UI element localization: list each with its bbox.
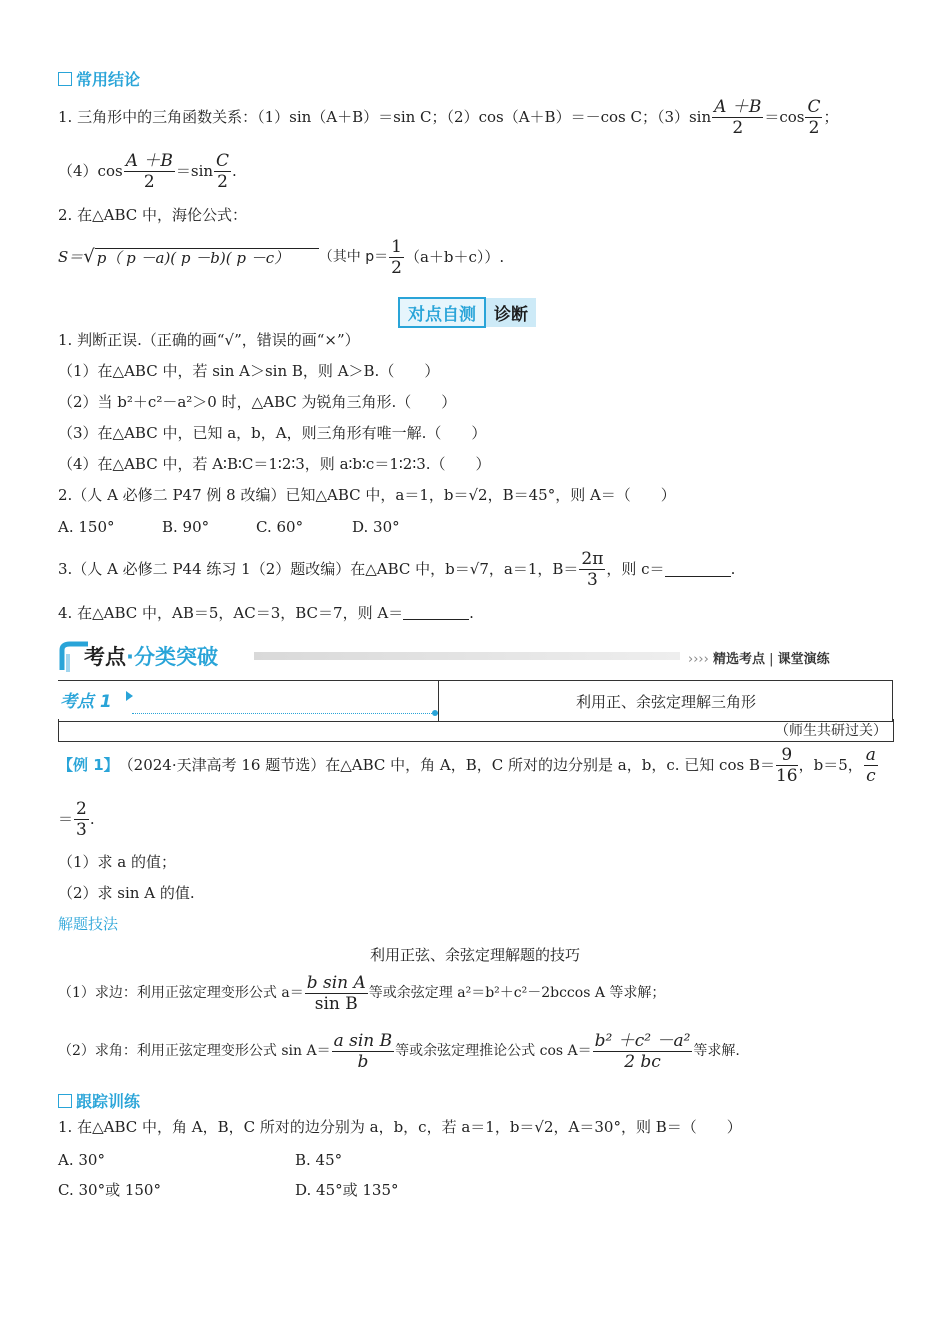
chevrons-icon: ›››› [688, 652, 709, 667]
fraction: $\frac{\text{b² ＋c² －a²}}{2 bc}$ [594, 1030, 691, 1072]
kaodian-row [58, 680, 893, 722]
kaodian-mode-row: （师生共研过关） [58, 719, 894, 742]
fraction: $\frac{C}{2}$ [216, 150, 230, 192]
selftest-q1-2: （2）当 b²＋c²－a²＞0 时，△ABC 为锐角三角形.（ ） [58, 393, 457, 411]
selftest-q2-options [58, 517, 400, 537]
option: B. 45° [295, 1151, 343, 1169]
fraction: $\frac{C}{2}$ [807, 96, 821, 138]
section-banner: 考点·分类突破 ›››› 精选考点 | 课堂演练 [58, 640, 892, 676]
fraction: $\frac{2\pi}{3}$ [581, 548, 604, 590]
selftest-q4: 4. 在△ABC 中，AB＝5，AC＝3，BC＝7，则 A＝ . [58, 604, 474, 622]
kaodian-title: 利用正、余弦定理解三角形 [575, 692, 756, 711]
checkbox-icon [58, 72, 72, 86]
example1: 【例 1】 （2024·天津高考 16 题节选）在△ABC 中，角 A，B，C 所对的边分别是 a，b，c. 已知 cos B＝ $\frac{9}{16}$ ，b＝5， $\frac{a}{c}$ [58, 744, 876, 786]
option: C. 60° [256, 518, 304, 536]
selftest-badge: 对点自测 诊断 [398, 298, 536, 326]
option: A. 150° [58, 518, 115, 536]
answer-blank [403, 605, 469, 620]
technique-title: 利用正弦、余弦定理解题的技巧 [369, 946, 580, 964]
selftest-q1-1: （1）在△ABC 中，若 sin A＞sin B，则 A＞B.（ ） [58, 362, 440, 380]
banner-bar [254, 652, 680, 660]
technique-2: （2）求角：利用正弦定理变形公式 sin A＝ $\frac{\text{a sin B}}{b}$ 等或余弦定理推论公式 cos A＝ $\frac{\text{b² ＋c² －a²}}{2 bc}$ 等求解. [58, 1030, 740, 1072]
technique-heading: 解题技法 [58, 915, 119, 933]
fraction: $\frac{1}{2}$ [391, 236, 402, 278]
fraction: $\frac{\text{b sin A}}{\text{sin B}}$ [306, 972, 366, 1014]
checkbox-icon [58, 1094, 72, 1108]
tracking-options-row2 [58, 1180, 399, 1200]
common-item2: 2. 在△ABC 中，海伦公式： [58, 206, 247, 224]
fraction: $\frac{9}{16}$ [775, 744, 798, 786]
heron-formula: S＝ √ p（ p －a)( p －b)( p －c） （其中 p＝ $\frac{1}{2}$ （a＋b＋c））. [58, 236, 505, 278]
selftest-q3: 3.（人 A 必修二 P44 练习 1（2）题改编）在△ABC 中，b＝√7，a＝1，B＝ $\frac{2\pi}{3}$ ，则 c＝ . [58, 548, 736, 590]
kaodian-label: 考点 1 [60, 692, 112, 712]
fraction: $\frac{a}{c}$ [865, 744, 876, 786]
technique-1: （1）求边：利用正弦定理变形公式 a＝ $\frac{\text{b sin A}}{\text{sin B}}$ 等或余弦定理 a²＝b²＋c²－2bccos A 等求解； [58, 972, 666, 1014]
sqrt-icon: √ [83, 246, 95, 267]
selftest-q1-3: （3）在△ABC 中，已知 a，b，A，则三角形有唯一解.（ ） [58, 424, 487, 442]
tracking-q1: 1. 在△ABC 中，角 A，B，C 所对的边分别为 a，b，c，若 a＝1，b＝√2，A＝30°，则 B＝（ ） [58, 1118, 742, 1136]
example-label: 【例 1】 [58, 756, 119, 774]
option: B. 90° [162, 518, 210, 536]
tracking-options-row1 [58, 1150, 342, 1170]
selftest-q1: 1. 判断正误.（正确的画“√”，错误的画“×”） [58, 331, 360, 349]
common-item1: 1. 三角形中的三角函数关系：（1）sin（A＋B）＝sin C；（2）cos（A＋B）＝－cos C；（3）sin $\frac{A +B}{2}$ ＝cos $\frac{C}{2}$ ； [58, 96, 839, 138]
fraction: $\frac{2}{3}$ [76, 798, 87, 840]
selftest-q2: 2.（人 A 必修二 P47 例 8 改编）已知△ABC 中，a＝1，b＝√2，B＝45°，则 A＝（ ） [58, 486, 676, 504]
fraction: $\frac{A +B}{2}$ [714, 96, 762, 138]
example1-sub1: （1）求 a 的值； [58, 853, 177, 871]
arrow-icon [126, 691, 133, 701]
tracking-heading: 跟踪训练 [58, 1092, 140, 1112]
option: C. 30°或 150° [58, 1181, 161, 1199]
answer-blank [665, 562, 731, 577]
option: A. 30° [58, 1151, 105, 1169]
example1-line2: ＝ $\frac{2}{3}$ . [58, 798, 95, 840]
option: D. 30° [352, 518, 400, 536]
selftest-q1-4: （4）在△ABC 中，若 A∶B∶C＝1∶2∶3，则 a∶b∶c＝1∶2∶3.（ ） [58, 455, 491, 473]
fraction: $\frac{A +B}{2}$ [125, 150, 173, 192]
example1-sub2: （2）求 sin A 的值. [58, 884, 195, 902]
common-heading: 常用结论 [58, 70, 140, 90]
option: D. 45°或 135° [295, 1181, 399, 1199]
common-item1b: （4）cos $\frac{A +B}{2}$ ＝sin $\frac{C}{2}$ . [58, 150, 237, 192]
fraction: $\frac{\text{a sin B}}{b}$ [333, 1030, 393, 1072]
